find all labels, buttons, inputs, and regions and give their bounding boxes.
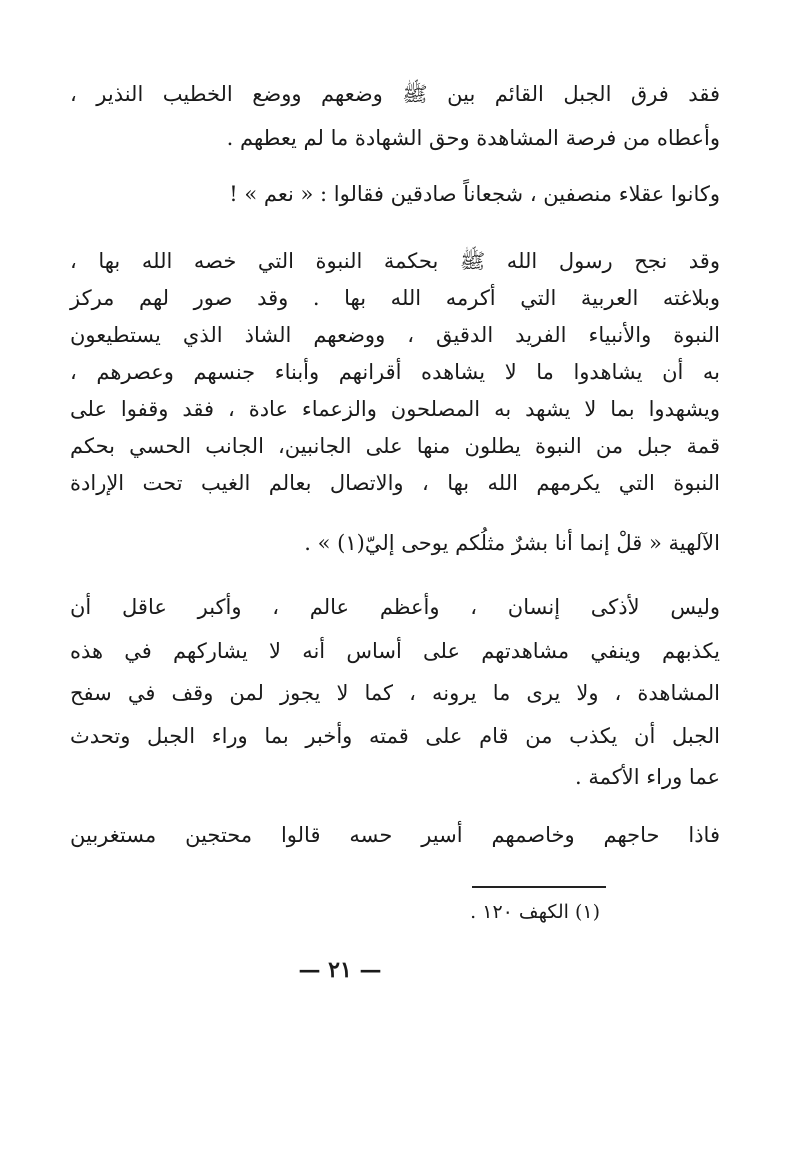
text-line: وكانوا عقلاء منصفين ، شجعاناً صادقين فقالوا : « نعم » ! bbox=[229, 182, 720, 206]
text-line: فاذا حاجهم وخاصمهم أسير حسه قالوا محتجين مستغربين bbox=[70, 823, 720, 847]
text-line: وقد نجح رسول الله ﷺ بحكمة النبوة التي خصه الله بها ، bbox=[70, 249, 720, 273]
text-line: الآلهية « قلْ إنما أنا بشرٌ مثلُكم يوحى إليّ(١) » . bbox=[304, 531, 720, 555]
text-line: الجبل أن يكذب من قام على قمته وأخبر بما وراء الجبل وتحدث bbox=[70, 724, 720, 748]
text-line: يكذبهم وينفي مشاهدتهم على أساس أنه لا يشاركهم في هذه bbox=[70, 639, 720, 663]
text-line: المشاهدة ، ولا يرى ما يرونه ، كما لا يجوز لمن وقف في سفح bbox=[70, 681, 720, 705]
text-line: النبوة التي يكرمهم الله بها ، والاتصال بعالم الغيب تحت الإرادة bbox=[70, 471, 720, 495]
text-line: ويشهدوا بما لا يشهد به المصلحون والزعماء عادة ، فقد وقفوا على bbox=[70, 397, 720, 421]
page-number: — ٢١ — bbox=[298, 957, 382, 983]
text-line: وليس لأذكى إنسان ، وأعظم عالم ، وأكبر عاقل أن bbox=[70, 595, 720, 619]
text-line: النبوة والأنبياء الفريد الدقيق ، ووضعهم الشاذ الذي يستطيعون bbox=[70, 323, 720, 347]
footnote: (١) الكهف ١٢٠ . bbox=[470, 901, 600, 923]
text-line: به أن يشاهدوا ما لا يشاهده أقرانهم وأبناء جنسهم وعصرهم ، bbox=[70, 360, 720, 384]
text-line: قمة جبل من النبوة يطلون منها على الجانبين، الجانب الحسي بحكم bbox=[70, 434, 720, 458]
text-line: وأعطاه من فرصة المشاهدة وحق الشهادة ما لم يعطهم . bbox=[226, 126, 720, 150]
text-line: وبلاغته العربية التي أكرمه الله بها . وقد صور لهم مركز bbox=[70, 286, 720, 310]
text-line: عما وراء الأكمة . bbox=[575, 765, 720, 789]
footnote-divider bbox=[472, 886, 606, 888]
text-line: فقد فرق الجبل القائم بين ﷺ وضعهم ووضع الخطيب النذير ، bbox=[70, 82, 720, 106]
